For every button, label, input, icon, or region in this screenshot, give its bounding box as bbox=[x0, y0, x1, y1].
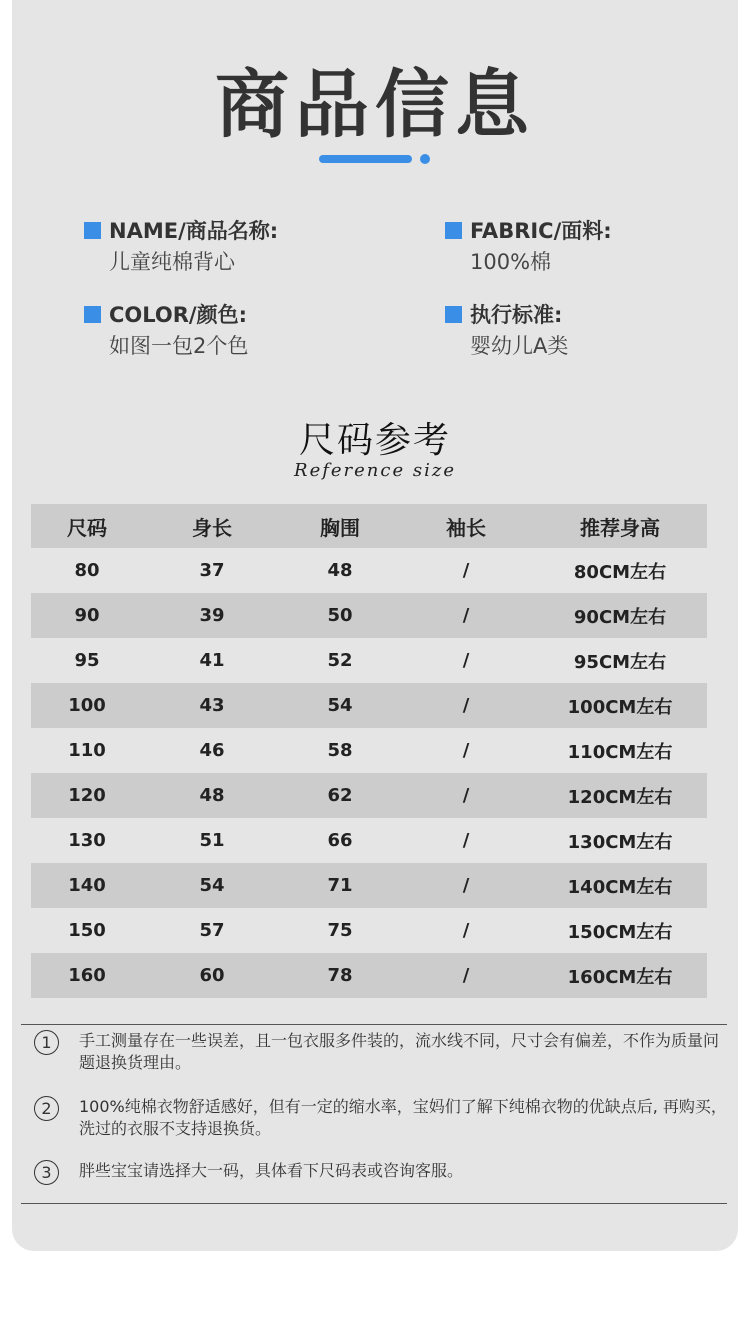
table-row bbox=[31, 728, 707, 773]
table-row bbox=[31, 638, 707, 683]
table-cell: 80CM左右 bbox=[573, 561, 667, 583]
table-cell: 140CM左右 bbox=[567, 876, 673, 898]
name-label: NAME/商品名称: bbox=[109, 219, 279, 243]
table-header-row bbox=[31, 504, 707, 548]
notes-bottom-divider bbox=[21, 1203, 727, 1204]
table-cell: 62 bbox=[327, 785, 353, 806]
table-cell: 71 bbox=[327, 875, 353, 896]
color-label: COLOR/颜色: bbox=[109, 303, 247, 327]
table-cell: 46 bbox=[199, 740, 225, 761]
table-row bbox=[31, 683, 707, 728]
table-row bbox=[31, 863, 707, 908]
table-cell: / bbox=[462, 875, 470, 896]
header-cell: 身长 bbox=[192, 515, 232, 540]
name-value: 儿童纯棉背心 bbox=[109, 250, 235, 274]
table-row bbox=[31, 593, 707, 638]
table-cell: 48 bbox=[199, 785, 225, 806]
table-cell: 100CM左右 bbox=[567, 696, 673, 718]
table-cell: 120CM左右 bbox=[567, 786, 673, 808]
table-cell: 100 bbox=[68, 695, 106, 716]
size-section-subtitle: Reference size bbox=[294, 460, 456, 481]
table-cell: 43 bbox=[199, 695, 225, 716]
table-cell: 39 bbox=[199, 605, 225, 626]
table-cell: 130CM左右 bbox=[567, 831, 673, 853]
table-cell: 75 bbox=[327, 920, 353, 941]
table-cell: 57 bbox=[199, 920, 225, 941]
note-number-badge: 3 bbox=[34, 1160, 59, 1185]
table-cell: 95 bbox=[74, 650, 100, 671]
fabric-label: FABRIC/面料: bbox=[470, 219, 612, 243]
table-cell: 120 bbox=[68, 785, 106, 806]
page-title: 商品信息 bbox=[215, 62, 535, 148]
table-row bbox=[31, 818, 707, 863]
table-cell: 37 bbox=[199, 560, 225, 581]
table-cell: 130 bbox=[68, 830, 106, 851]
table-cell: 48 bbox=[327, 560, 353, 581]
table-cell: 110 bbox=[68, 740, 106, 761]
bullet-square-icon bbox=[84, 222, 101, 239]
table-cell: 78 bbox=[327, 965, 353, 986]
table-cell: 66 bbox=[327, 830, 353, 851]
table-cell: 160 bbox=[68, 965, 106, 986]
table-cell: 58 bbox=[327, 740, 353, 761]
table-cell: / bbox=[462, 920, 470, 941]
standard-value: 婴幼儿A类 bbox=[470, 334, 569, 358]
table-cell: / bbox=[462, 785, 470, 806]
bullet-square-icon bbox=[84, 306, 101, 323]
table-row bbox=[31, 953, 707, 998]
header-cell: 尺码 bbox=[67, 515, 107, 540]
table-cell: / bbox=[462, 965, 470, 986]
table-row bbox=[31, 908, 707, 953]
table-cell: 41 bbox=[199, 650, 225, 671]
table-cell: 140 bbox=[68, 875, 106, 896]
header-cell: 袖长 bbox=[446, 515, 486, 540]
table-cell: / bbox=[462, 650, 470, 671]
table-cell: 150CM左右 bbox=[567, 921, 673, 943]
table-cell: 50 bbox=[327, 605, 353, 626]
table-cell: 54 bbox=[327, 695, 353, 716]
size-table bbox=[31, 504, 707, 998]
note-text: 胖些宝宝请选择大一码，具体看下尺码表或咨询客服。 bbox=[79, 1161, 464, 1180]
table-cell: / bbox=[462, 830, 470, 851]
fabric-value: 100%棉 bbox=[470, 250, 552, 274]
title-dot bbox=[420, 154, 430, 164]
table-cell: 60 bbox=[199, 965, 225, 986]
bullet-square-icon bbox=[445, 222, 462, 239]
header-cell: 胸围 bbox=[320, 515, 360, 540]
size-section-title: 尺码参考 bbox=[298, 420, 451, 461]
table-cell: 95CM左右 bbox=[573, 651, 667, 673]
table-cell: 90CM左右 bbox=[573, 606, 667, 628]
table-cell: 52 bbox=[327, 650, 353, 671]
standard-label: 执行标准: bbox=[470, 303, 563, 327]
table-cell: / bbox=[462, 605, 470, 626]
table-cell: 160CM左右 bbox=[567, 966, 673, 988]
bullet-square-icon bbox=[445, 306, 462, 323]
table-cell: 80 bbox=[74, 560, 100, 581]
table-row bbox=[31, 548, 707, 593]
color-value: 如图一包2个色 bbox=[109, 334, 249, 358]
table-cell: 150 bbox=[68, 920, 106, 941]
note-text: 手工测量存在一些误差，且一包衣服多件装的，流水线不同，尺寸会有偏差，不作为质量问题退换货理由。 bbox=[79, 1031, 720, 1072]
table-cell: / bbox=[462, 695, 470, 716]
table-cell: / bbox=[462, 560, 470, 581]
table-cell: 110CM左右 bbox=[567, 741, 673, 763]
notes-top-divider bbox=[21, 1024, 727, 1025]
title-underline bbox=[319, 155, 412, 163]
table-row bbox=[31, 773, 707, 818]
table-cell: 54 bbox=[199, 875, 225, 896]
table-cell: 90 bbox=[74, 605, 100, 626]
table-cell: 51 bbox=[199, 830, 225, 851]
note-number-badge: 2 bbox=[34, 1096, 59, 1121]
note-text: 100%纯棉衣物舒适感好，但有一定的缩水率，宝妈们了解下纯棉衣物的优缺点后, 再购买，洗过的衣服不支持退换货。 bbox=[79, 1097, 727, 1138]
header-cell: 推荐身高 bbox=[580, 515, 660, 540]
table-cell: / bbox=[462, 740, 470, 761]
note-number-badge: 1 bbox=[34, 1030, 59, 1055]
